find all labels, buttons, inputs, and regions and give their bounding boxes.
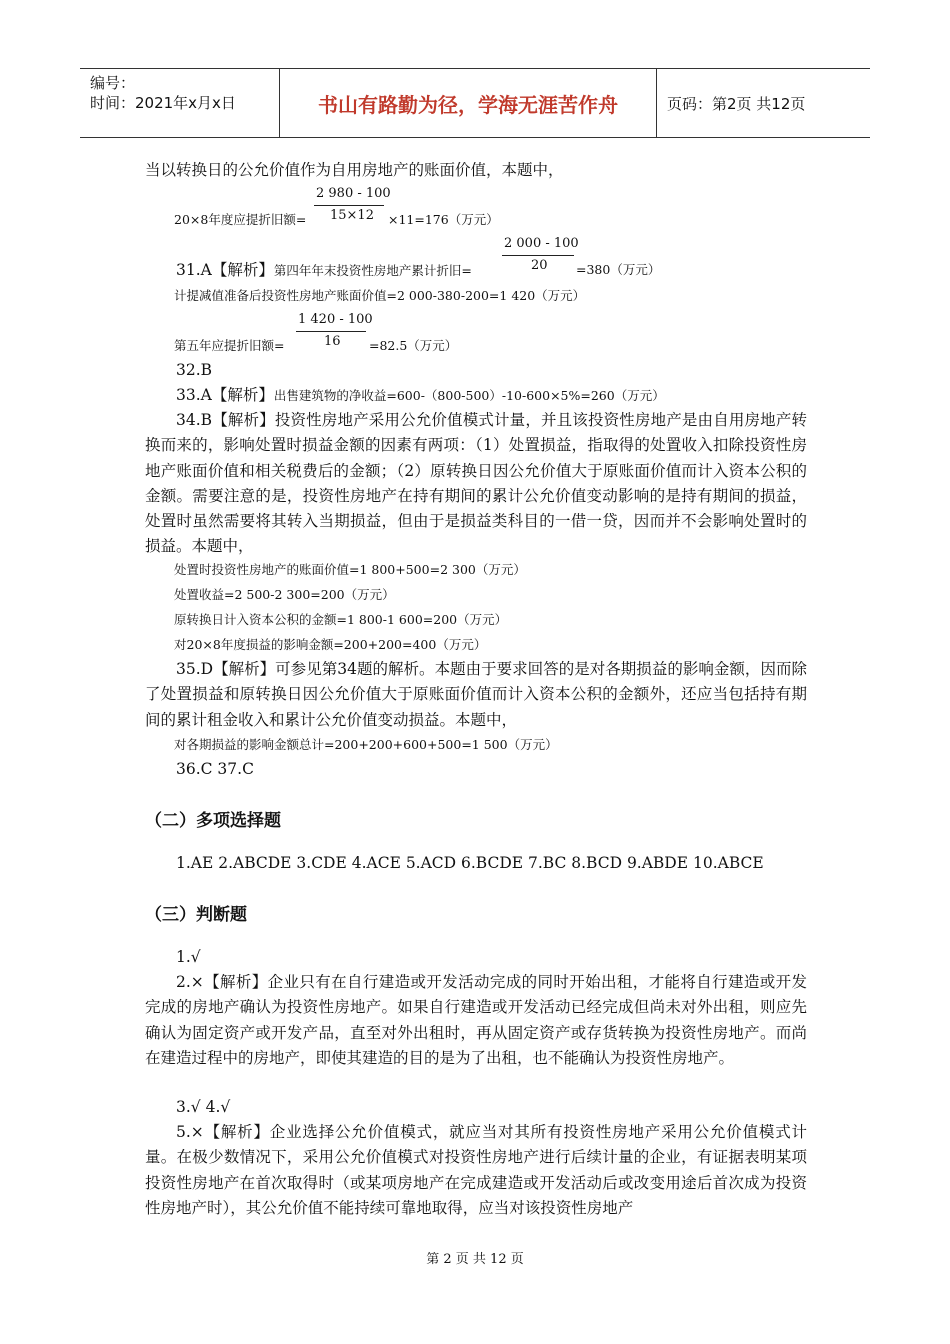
- fraction-numerator: 2 980 - 100: [316, 186, 391, 201]
- text-line: =380（万元）: [576, 262, 661, 277]
- calc-line: 处置时投资性房地产的账面价值=1 800+500=2 300（万元）: [174, 562, 526, 577]
- text-line: 20×8年度应提折旧额=: [174, 212, 307, 227]
- fraction-denominator: 15×12: [330, 208, 374, 223]
- code-label: 编号：: [90, 74, 136, 92]
- fraction-numerator: 1 420 - 100: [298, 312, 373, 327]
- fraction-numerator: 2 000 - 100: [504, 236, 579, 251]
- paragraph-35: 35.D【解析】可参见第34题的解析。本题由于要求回答的是对各期损益的影响金额，因而除了处置损益和原转换日因公允价值大于原账面价值而计入资本公积的金额外，还应当包括持有期间的累计租金收入和累计公允价值变动损益。本题中，: [145, 660, 807, 729]
- text-line: 1.√: [176, 948, 201, 966]
- page-header: [80, 68, 870, 138]
- calc-line: 对各期损益的影响金额总计=200+200+600+500=1 500（万元）: [174, 737, 558, 752]
- answer-label: 31.A【解析】: [176, 261, 274, 279]
- fraction-denominator: 16: [324, 334, 341, 349]
- text-line: 36.C 37.C: [176, 760, 254, 778]
- fraction-bar: [502, 255, 574, 256]
- header-page-number: 页码：第2页 共12页: [667, 94, 806, 113]
- paragraph-34: 34.B【解析】投资性房地产采用公允价值模式计量，并且该投资性房地产是由自用房地产转换而来的，影响处置时损益金额的因素有两项：（1）处置损益，指取得的处置收入扣除投资性房地产账面价值和相关税费后的金额；（2）原转换日因公允价值大于原账面价值而计入资本公积的金额。需要注意的是，投资性房地产在持有期间的累计公允价值变动影响的是持有期间的损益，处置时虽然需要将其转入当期损益，但由于是损益类科目的一借一贷，因而并不会影响处置时的损益。本题中，: [145, 411, 807, 556]
- text-line: 计提减值准备后投资性房地产账面价值=2 000-380-200=1 420（万元）: [174, 288, 586, 303]
- fraction-bar: [296, 331, 366, 332]
- text-line: 第五年应提折旧额=: [174, 338, 285, 353]
- text-line: 当以转换日的公允价值作为自用房地产的账面价值，本题中，: [145, 161, 564, 179]
- header-motto: 书山有路勤为径，学海无涯苦作舟: [280, 69, 657, 137]
- header-meta: [80, 69, 280, 137]
- calc-line: 原转换日计入资本公积的金额=1 800-1 600=200（万元）: [174, 612, 508, 627]
- date-label: 时间：2021年x月x日: [90, 94, 236, 112]
- calc-line: 处置收益=2 500-2 300=200（万元）: [174, 587, 395, 602]
- paragraph-2: 2.×【解析】企业只有在自行建造或开发活动完成的同时开始出租，才能将自行建造或开发完成的房地产确认为投资性房地产。如果自行建造或开发活动已经完成但尚未对外出租，则应先确认为固定资产或开发产品，直至对外出租时，再从固定资产或存货转换为投资性房地产。而尚在建造过程中的房地产，即使其建造的目的是为了出租，也不能确认为投资性房地产。: [145, 973, 807, 1067]
- text-line: 3.√ 4.√: [176, 1098, 231, 1116]
- calc-line: 对20×8年度损益的影响金额=200+200=400（万元）: [174, 637, 487, 652]
- page-footer: 第 2 页 共 12 页: [426, 1252, 524, 1267]
- paragraph-5: 5.×【解析】企业选择公允价值模式，就应当对其所有投资性房地产采用公允价值模式计量。在极少数情况下，采用公允价值模式对投资性房地产进行后续计量的企业，有证据表明某项投资性房地产在首次取得时（或某项房地产在完成建造或开发活动后或改变用途后首次成为投资性房地产时），其公允价值不能持续可靠地取得，应当对该投资性房地产: [145, 1123, 807, 1217]
- text-line: 1.AE 2.ABCDE 3.CDE 4.ACE 5.ACD 6.BCDE 7.BC 8.BCD 9.ABDE 10.ABCE: [176, 854, 764, 872]
- text-span: 出售建筑物的净收益=600-（800-500）-10-600×5%=260（万元）: [273, 388, 665, 403]
- fraction-denominator: 20: [531, 258, 548, 273]
- answer-label: 33.A【解析】: [176, 386, 274, 404]
- section-heading: （三）判断题: [145, 905, 247, 925]
- text-line: [176, 260, 472, 281]
- text-span: 第四年年末投资性房地产累计折旧=: [273, 263, 472, 278]
- text-line: 32.B: [176, 361, 213, 379]
- section-heading: （二）多项选择题: [145, 811, 281, 831]
- text-line: [176, 385, 665, 406]
- text-line: =82.5（万元）: [369, 338, 458, 353]
- text-line: ×11=176（万元）: [388, 212, 499, 227]
- fraction-bar: [314, 205, 384, 206]
